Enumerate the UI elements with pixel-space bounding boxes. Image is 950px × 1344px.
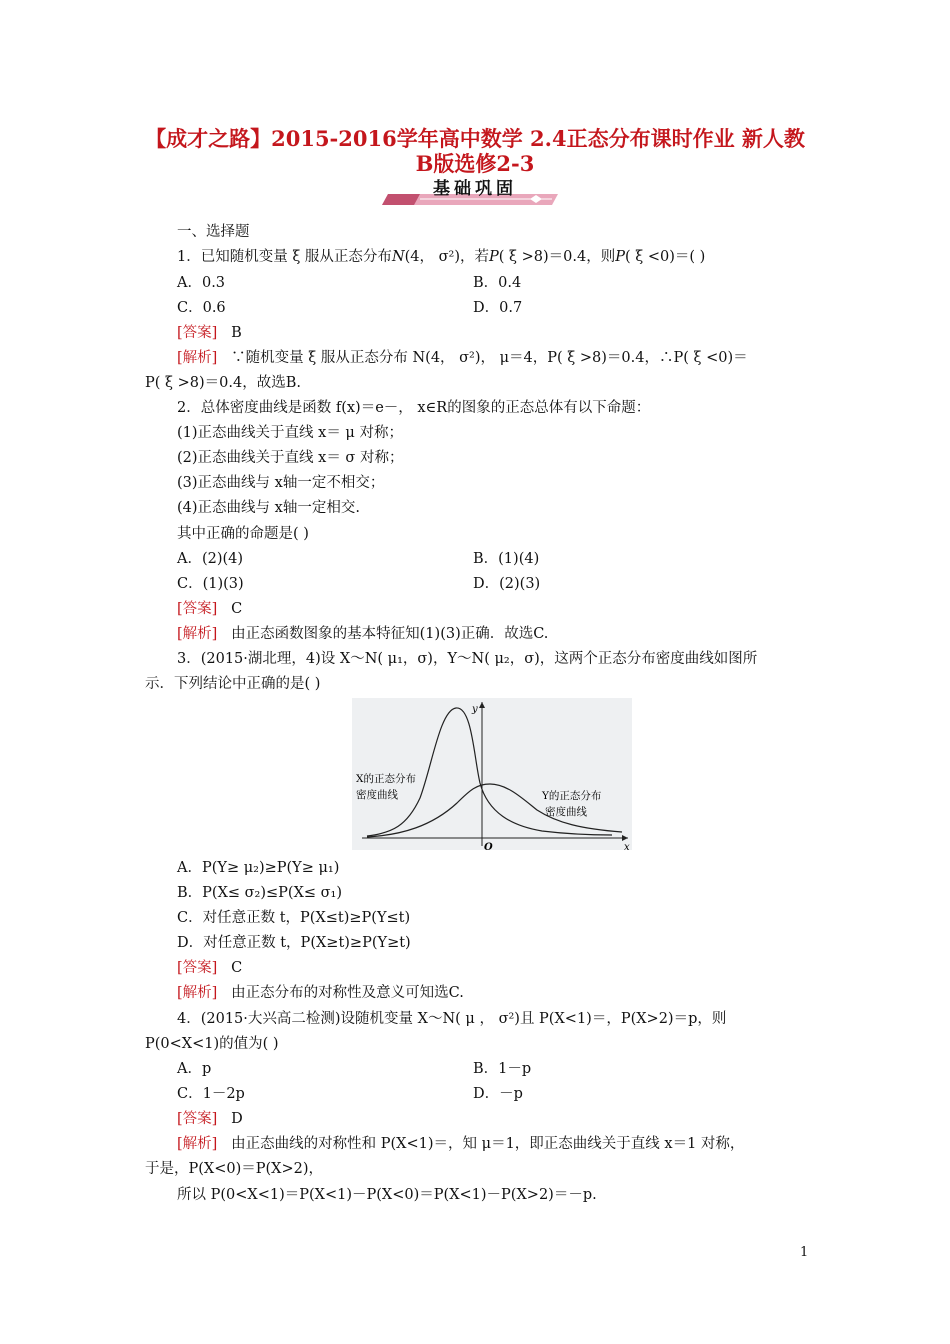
answer-label: [答案] [177,325,218,341]
q4-option-c: C．1－2p [177,1086,245,1102]
q4-option-d: D．－p [473,1086,523,1102]
q2-ask: 其中正确的命题是( ) [177,526,309,542]
q2-proposition-4: (4)正态曲线与 x轴一定相交. [177,500,360,516]
section-heading: 一、选择题 [177,224,250,240]
q2-option-d: D．(2)(3) [473,576,541,592]
q3-stem-line-2: 示．下列结论中正确的是( ) [145,676,321,692]
q1-option-b: B．0.4 [473,275,522,291]
answer-label: [答案] [177,601,218,617]
q3-option-d: D．对任意正数 t，P(X≥t)≥P(Y≥t) [177,935,411,951]
normal-curves-figure [352,698,632,850]
q4-stem-line-2: P(0<X<1)的值为( ) [145,1036,279,1052]
answer-label: [答案] [177,1111,218,1127]
q1-option-a: A．0.3 [177,275,226,291]
x-curve-label-2: 密度曲线 [356,789,398,801]
title-line-1: 【成才之路】2015-2016学年高中数学 2.4正态分布课时作业 新人教 [145,126,805,151]
y-curve-label-1: Y的正态分布 [542,790,602,802]
q1-answer: [答案] B [177,325,242,341]
q2-proposition-2: (2)正态曲线关于直线 x＝ σ 对称； [177,450,404,466]
q4-analysis-line-1: [解析] 由正态曲线的对称性和 P(X<1)＝，知 μ＝1，即正态曲线关于直线 x＝1 对称， [177,1136,745,1152]
q4-analysis-line-3: 所以 P(0<X<1)＝P(X<1)－P(X<0)＝P(X<1)－P(X>2)＝－p. [177,1187,597,1203]
analysis-label: [解析] [177,350,218,366]
banner-label: 基础巩固 [433,179,517,199]
title-line-2: B版选修2-3 [415,151,535,176]
q2-option-b: B．(1)(4) [473,551,540,567]
origin-label: O [484,842,493,850]
document-title [140,126,810,176]
q3-answer: [答案] C [177,960,243,976]
x-axis-label: x [624,842,630,850]
q4-analysis-line-2: 于是，P(X<0)＝P(X>2)， [145,1161,324,1177]
q3-analysis: [解析] 由正态分布的对称性及意义可知选C. [177,985,464,1001]
q4-option-b: B．1－p [473,1061,532,1077]
y-axis-label: y [472,704,478,715]
q2-option-a: A．(2)(4) [177,551,244,567]
q3-option-c: C．对任意正数 t，P(X≤t)≥P(Y≤t) [177,910,411,926]
analysis-label: [解析] [177,985,218,1001]
q4-stem-line-1: 4．(2015·大兴高二检测)设随机变量 X～N( μ ， σ²)且 P(X<1)＝，P(X>2)＝p，则 [177,1011,727,1027]
q3-option-a: A．P(Y≥ μ₂)≥P(Y≥ μ₁) [177,860,340,876]
q2-analysis: [解析] 由正态函数图象的基本特征知(1)(3)正确．故选C. [177,626,549,642]
section-banner [380,174,570,210]
q1-option-d: D．0.7 [473,300,523,316]
analysis-label: [解析] [177,626,218,642]
analysis-label: [解析] [177,1136,218,1152]
answer-label: [答案] [177,960,218,976]
q4-option-a: A．p [177,1061,212,1077]
q2-answer: [答案] C [177,601,243,617]
q4-answer: [答案] D [177,1111,243,1127]
x-curve-label-1: X的正态分布 [356,773,416,785]
q1-analysis-line-2: P( ξ >8)＝0.4，故选B. [145,375,301,391]
q1-stem: 1．已知随机变量 ξ 服从正态分布N(4， σ²)，若P( ξ >8)＝0.4，则P( ξ <0)＝( ) [177,249,706,265]
q3-stem-line-1: 3．(2015·湖北理，4)设 X～N( μ₁，σ)，Y～N( μ₂，σ)，这两个正态分布密度曲线如图所 [177,651,758,667]
q3-option-b: B．P(X≤ σ₂)≤P(X≤ σ₁) [177,885,343,901]
page-number: 1 [800,1245,809,1260]
y-curve-label-2: 密度曲线 [545,806,587,818]
q2-option-c: C．(1)(3) [177,576,244,592]
q1-option-c: C．0.6 [177,300,226,316]
q2-proposition-1: (1)正态曲线关于直线 x＝ μ 对称； [177,425,403,441]
q2-proposition-3: (3)正态曲线与 x轴一定不相交； [177,475,385,491]
q1-analysis-line-1: [解析] ∵随机变量 ξ 服从正态分布 N(4， σ²)， μ＝4，P( ξ >8)＝0.4，∴P( ξ <0)＝ [177,350,748,366]
q2-stem: 2．总体密度曲线是函数 f(x)＝e－， x∈R的图象的正态总体有以下命题： [177,400,651,416]
